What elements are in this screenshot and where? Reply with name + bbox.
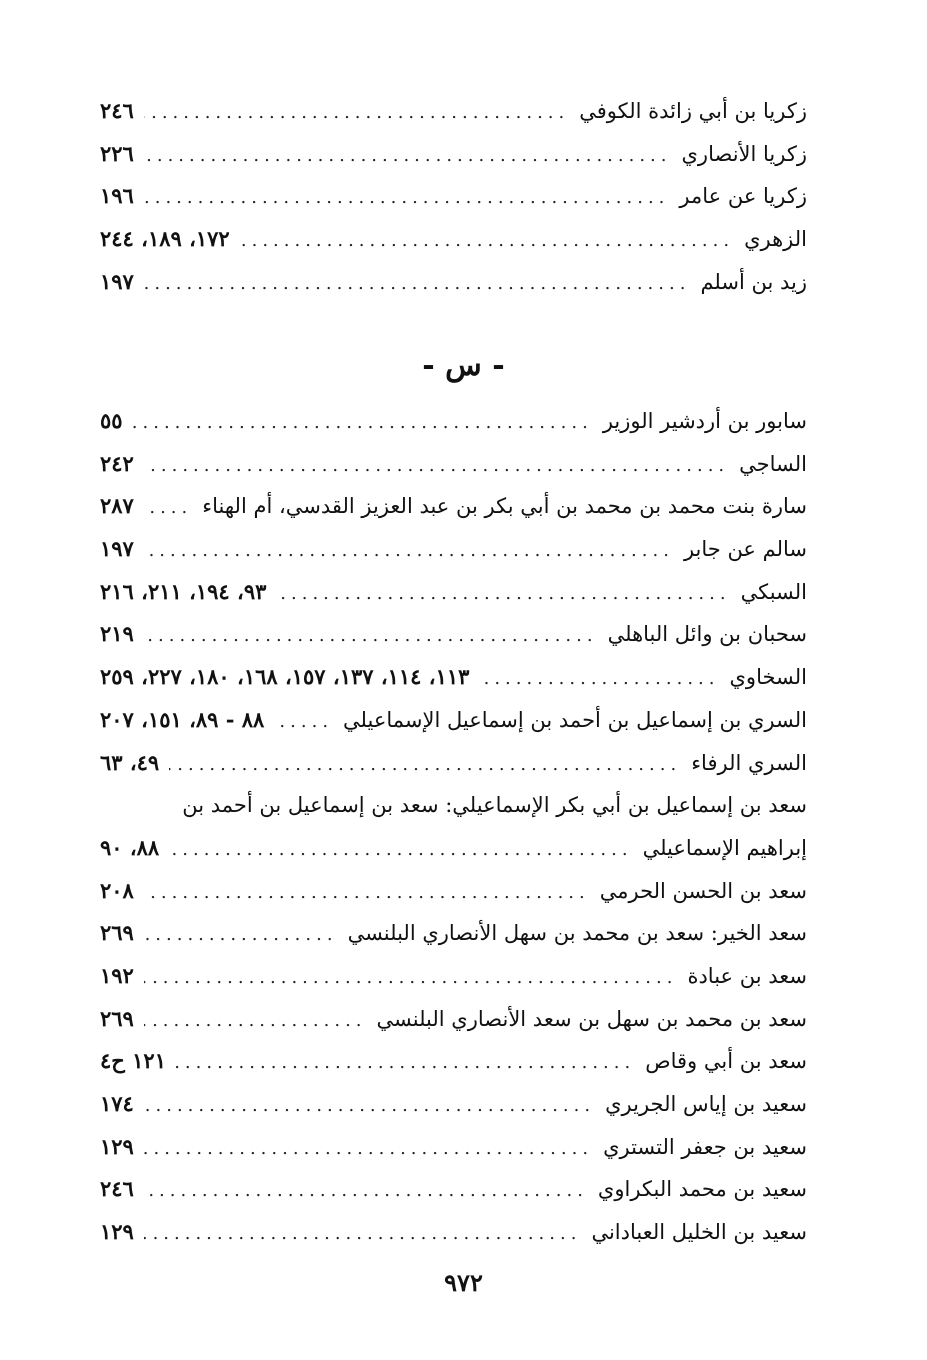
multiline-entry-second-line	[100, 827, 807, 870]
entry-pages: ١٢٩	[100, 1219, 134, 1245]
entry-pages: ٢٨٧	[100, 493, 134, 519]
leader-dots	[144, 957, 678, 1000]
page-number: ٩٧٢	[444, 1268, 483, 1297]
entry-name: السخاوي	[729, 665, 807, 690]
leader-dots	[276, 573, 730, 616]
index-entry	[100, 1211, 807, 1254]
entry-pages: ١٢٩	[100, 1133, 134, 1159]
entry-pages: ٨٨ - ٨٩، ١٥١، ٢٠٧	[100, 706, 265, 732]
entry-name: سعد بن عبادة	[687, 963, 807, 988]
index-entry	[100, 742, 807, 785]
leader-dots	[144, 530, 674, 573]
entry-name: زكريا عن عامر	[679, 184, 807, 209]
index-entry	[100, 175, 807, 218]
leader-dots	[133, 402, 593, 445]
entry-pages: ٢٢٦	[100, 140, 134, 166]
entry-name: السبكي	[740, 579, 807, 604]
entry-name: سالم عن جابر	[683, 537, 807, 562]
index-entry	[100, 955, 807, 998]
entry-pages: ٢٤٢	[100, 450, 134, 476]
leader-dots	[144, 135, 672, 178]
leader-dots	[144, 1170, 588, 1213]
entry-pages: ٢٦٩	[100, 1005, 134, 1031]
leader-dots	[144, 615, 598, 658]
entry-name: سعد بن محمد بن سهل بن سعد الأنصاري البلنسي	[376, 1006, 807, 1031]
index-entry	[100, 613, 807, 656]
entry-name: زكريا الأنصاري	[681, 141, 807, 166]
entry-name: السري الرفاء	[691, 750, 807, 775]
leader-dots	[240, 220, 734, 263]
multiline-entry-first-line: سعد بن إسماعيل بن أبي بكر الإسماعيلي: سعد بن إسماعيل بن أحمد بن	[182, 793, 807, 818]
index-entry	[100, 90, 807, 133]
index-section-sin	[100, 400, 807, 1254]
entry-pages: ٥٥	[100, 408, 123, 433]
leader-dots	[274, 701, 333, 744]
entry-pages: ١٩٢	[100, 962, 134, 988]
entry-name: سارة بنت محمد بن محمد بن أبي بكر بن عبد العزيز القدسي، أم الهناء	[202, 494, 807, 519]
entry-pages: ١٧٢، ١٨٩، ٢٤٤	[100, 226, 230, 252]
entry-pages: ١٢١ ح٤	[100, 1048, 166, 1074]
leader-dots	[144, 445, 729, 488]
entry-name: السري بن إسماعيل بن أحمد بن إسماعيل الإسماعيلي	[343, 707, 807, 732]
entry-name: زيد بن أسلم	[700, 269, 807, 294]
index-entry	[100, 912, 807, 955]
entry-name: الساجي	[739, 451, 807, 476]
index-entry	[100, 400, 807, 443]
entry-pages: ٢٠٨	[100, 877, 134, 903]
leader-dots	[144, 92, 569, 135]
entry-pages: ٢٦٩	[100, 920, 134, 946]
entry-name: سعيد بن الخليل العباداني	[591, 1220, 807, 1245]
entry-name: سعيد بن إياس الجريري	[605, 1092, 807, 1116]
leader-dots	[169, 744, 681, 787]
entry-name: سعيد بن جعفر التستري	[603, 1134, 807, 1159]
section-heading: - س -	[422, 348, 505, 383]
index-entry	[100, 656, 807, 699]
index-entry	[100, 699, 807, 742]
entry-pages: ١١٣، ١١٤، ١٣٧، ١٥٧، ١٦٨، ١٨٠، ٢٢٧، ٢٥٩	[100, 664, 470, 690]
entry-pages: ١٩٧	[100, 268, 134, 294]
entry-name: سعد الخير: سعد بن محمد بن سهل الأنصاري البلنسي	[347, 921, 807, 946]
index-entry	[100, 261, 807, 304]
leader-dots	[144, 1213, 582, 1256]
entry-name: زكريا بن أبي زائدة الكوفي	[579, 99, 807, 123]
index-entry	[100, 571, 807, 614]
index-entry	[100, 1040, 807, 1083]
index-entry	[100, 1083, 807, 1126]
entry-pages: ١٧٤	[100, 1091, 134, 1116]
entry-name: الزهري	[744, 227, 807, 252]
entry-name: سعد بن أبي وقاص	[645, 1049, 807, 1074]
leader-dots	[479, 658, 719, 701]
index-entry	[100, 998, 807, 1041]
leader-dots	[144, 1128, 593, 1171]
entry-name: سحبان بن وائل الباهلي	[607, 622, 807, 647]
leader-dots	[144, 177, 670, 220]
entry-name: سعيد بن محمد البكراوي	[597, 1177, 807, 1202]
index-entry	[100, 218, 807, 261]
leader-dots	[144, 487, 192, 530]
entry-pages: ٢٤٦	[100, 98, 134, 123]
index-entry	[100, 1168, 807, 1211]
leader-dots	[144, 872, 590, 915]
leader-dots	[176, 1042, 635, 1085]
entry-pages: ٤٩، ٦٣	[100, 749, 160, 775]
entry-name: إبراهيم الإسماعيلي	[642, 835, 807, 860]
entry-pages: ٢٤٦	[100, 1176, 134, 1202]
entry-pages: ٩٣، ١٩٤، ٢١١، ٢١٦	[100, 578, 267, 604]
index-entry	[100, 485, 807, 528]
entry-pages: ٨٨، ٩٠	[100, 834, 160, 860]
leader-dots	[144, 914, 338, 957]
entry-pages: ١٩٧	[100, 536, 134, 562]
index-entry	[100, 870, 807, 913]
entry-pages: ١٩٦	[100, 183, 134, 209]
leader-dots	[144, 1085, 595, 1128]
index-entry	[100, 443, 807, 486]
entry-name: سابور بن أردشير الوزير	[602, 409, 807, 433]
index-entry	[100, 133, 807, 176]
entry-pages: ٢١٩	[100, 621, 134, 647]
leader-dots	[144, 263, 691, 306]
leader-dots	[144, 1000, 367, 1043]
index-entry	[100, 1126, 807, 1169]
entry-name: سعد بن الحسن الحرمي	[599, 878, 807, 903]
index-section-zay	[100, 90, 807, 303]
leader-dots	[169, 829, 632, 872]
index-entry	[100, 528, 807, 571]
